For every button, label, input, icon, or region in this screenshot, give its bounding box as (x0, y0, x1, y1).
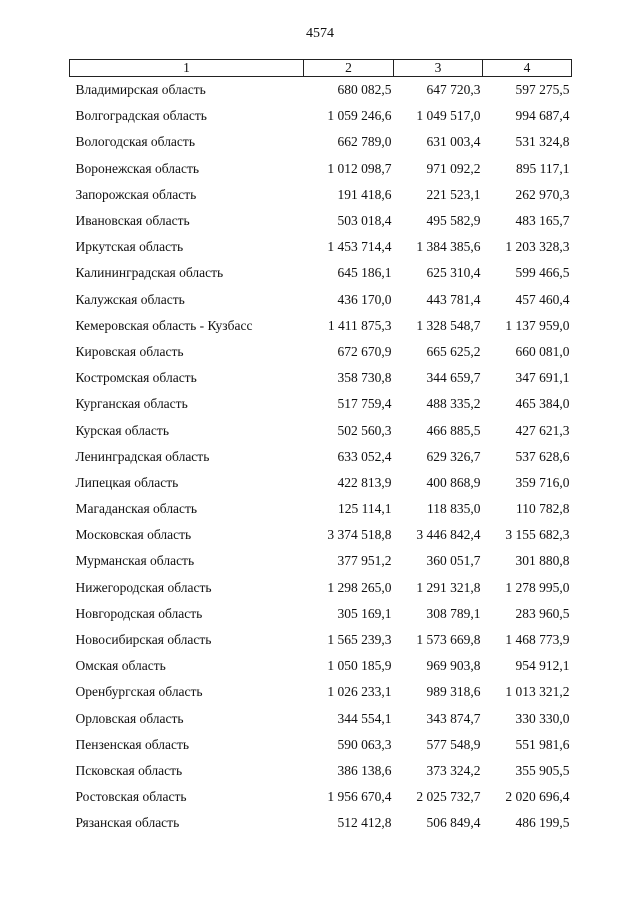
region-name-cell: Калининградская область (75, 265, 224, 281)
value-col2-cell: 1 026 233,1 (327, 684, 392, 700)
region-name-cell: Московская область (75, 527, 192, 543)
table-row (70, 182, 572, 208)
region-name-cell: Кировская область (75, 343, 184, 359)
table-row (70, 103, 572, 129)
value-col4-cell: 301 880,8 (515, 553, 570, 569)
region-name-cell: Пензенская область (75, 736, 189, 752)
value-col3-cell: 3 446 842,4 (416, 527, 481, 543)
value-col2-cell: 1 411 875,3 (327, 317, 392, 333)
table-row (70, 444, 572, 470)
value-col4-cell: 359 716,0 (515, 474, 570, 490)
table-row (70, 208, 572, 234)
value-col4-cell: 110 782,8 (516, 501, 570, 517)
region-name-cell: Вологодская область (75, 134, 195, 150)
column-header-3: 3 (394, 60, 483, 77)
value-col4-cell: 3 155 682,3 (505, 527, 570, 543)
value-col2-cell: 125 114,1 (338, 501, 392, 517)
column-header-2: 2 (304, 60, 394, 77)
value-col3-cell: 400 868,9 (426, 474, 481, 490)
value-col3-cell: 577 548,9 (426, 736, 481, 752)
value-col4-cell: 457 460,4 (515, 291, 570, 307)
region-name-cell: Псковская область (75, 762, 183, 778)
table-row (70, 77, 572, 104)
value-col3-cell: 118 835,0 (427, 501, 481, 517)
region-name-cell: Ленинградская область (75, 448, 210, 464)
table-row (70, 391, 572, 417)
value-col2-cell: 1 453 714,4 (327, 239, 392, 255)
table-row (70, 365, 572, 391)
value-col2-cell: 191 418,6 (337, 186, 392, 202)
region-name-cell: Ивановская область (75, 213, 190, 229)
value-col4-cell: 427 621,3 (515, 422, 570, 438)
value-col4-cell: 1 013 321,2 (505, 684, 570, 700)
value-col3-cell: 629 326,7 (426, 448, 481, 464)
value-col4-cell: 262 970,3 (515, 186, 570, 202)
region-name-cell: Костромская область (75, 370, 197, 386)
table-row (70, 234, 572, 260)
value-col4-cell: 895 117,1 (516, 160, 570, 176)
region-name-cell: Омская область (75, 658, 166, 674)
value-col2-cell: 344 554,1 (337, 710, 392, 726)
table-row (70, 601, 572, 627)
value-col4-cell: 355 905,5 (515, 762, 570, 778)
value-col3-cell: 1 049 517,0 (416, 108, 481, 124)
value-col2-cell: 662 789,0 (337, 134, 392, 150)
value-col2-cell: 386 138,6 (337, 762, 392, 778)
value-col2-cell: 680 082,5 (337, 82, 392, 98)
table-row (70, 260, 572, 286)
region-name-cell: Калужская область (75, 291, 185, 307)
value-col3-cell: 1 291 321,8 (416, 579, 481, 595)
value-col3-cell: 343 874,7 (426, 710, 481, 726)
region-name-cell: Магаданская область (75, 501, 198, 517)
data-table (69, 59, 572, 836)
table-row (70, 758, 572, 784)
value-col3-cell: 969 903,8 (426, 658, 481, 674)
value-col3-cell: 631 003,4 (426, 134, 481, 150)
value-col4-cell: 660 081,0 (515, 343, 570, 359)
value-col2-cell: 503 018,4 (337, 213, 392, 229)
value-col4-cell: 330 330,0 (515, 710, 570, 726)
value-col4-cell: 994 687,4 (515, 108, 570, 124)
value-col3-cell: 360 051,7 (426, 553, 481, 569)
value-col2-cell: 502 560,3 (337, 422, 392, 438)
region-name-cell: Иркутская область (75, 239, 184, 255)
value-col2-cell: 436 170,0 (337, 291, 392, 307)
region-name-cell: Новосибирская область (75, 632, 212, 648)
value-col4-cell: 1 137 959,0 (505, 317, 570, 333)
value-col4-cell: 1 203 328,3 (505, 239, 570, 255)
table-row (70, 417, 572, 443)
value-col2-cell: 377 951,2 (337, 553, 392, 569)
value-col4-cell: 551 981,6 (515, 736, 570, 752)
region-name-cell: Липецкая область (75, 474, 179, 490)
table-row (70, 732, 572, 758)
value-col3-cell: 495 582,9 (426, 213, 481, 229)
table-row (70, 287, 572, 313)
region-name-cell: Орловская область (75, 710, 184, 726)
value-col2-cell: 633 052,4 (337, 448, 392, 464)
value-col3-cell: 1 328 548,7 (416, 317, 481, 333)
value-col2-cell: 672 670,9 (337, 343, 392, 359)
value-col3-cell: 1 384 385,6 (416, 239, 481, 255)
value-col2-cell: 1 565 239,3 (327, 632, 392, 648)
region-name-cell: Владимирская область (75, 82, 206, 98)
region-name-cell: Курская область (75, 422, 169, 438)
region-name-cell: Нижегородская область (75, 579, 212, 595)
value-col2-cell: 512 412,8 (337, 815, 392, 831)
value-col2-cell: 1 298 265,0 (327, 579, 392, 595)
table-row (70, 339, 572, 365)
value-col3-cell: 344 659,7 (426, 370, 481, 386)
table-row (70, 470, 572, 496)
value-col2-cell: 1 012 098,7 (327, 160, 392, 176)
value-col4-cell: 1 468 773,9 (505, 632, 570, 648)
header-row (70, 60, 572, 77)
region-name-cell: Оренбургская область (75, 684, 203, 700)
table-row (70, 548, 572, 574)
value-col3-cell: 443 781,4 (426, 291, 481, 307)
column-header-4: 4 (483, 60, 572, 77)
value-col3-cell: 373 324,2 (426, 762, 481, 778)
region-name-cell: Новгородская область (75, 605, 203, 621)
value-col2-cell: 358 730,8 (337, 370, 392, 386)
value-col4-cell: 597 275,5 (515, 82, 570, 98)
table-row (70, 522, 572, 548)
table-row (70, 156, 572, 182)
value-col3-cell: 488 335,2 (426, 396, 481, 412)
table-row (70, 653, 572, 679)
page-number: 4574 (306, 26, 334, 41)
value-col4-cell: 483 165,7 (515, 213, 570, 229)
value-col3-cell: 971 092,2 (426, 160, 481, 176)
value-col3-cell: 625 310,4 (426, 265, 481, 281)
region-name-cell: Ростовская область (75, 789, 187, 805)
region-name-cell: Волгоградская область (75, 108, 207, 124)
region-name-cell: Запорожская область (75, 186, 197, 202)
value-col2-cell: 3 374 518,8 (327, 527, 392, 543)
value-col2-cell: 422 813,9 (337, 474, 392, 490)
region-name-cell: Рязанская область (75, 815, 180, 831)
value-col4-cell: 531 324,8 (515, 134, 570, 150)
value-col4-cell: 2 020 696,4 (505, 789, 570, 805)
table-row (70, 129, 572, 155)
value-col2-cell: 590 063,3 (337, 736, 392, 752)
value-col2-cell: 645 186,1 (337, 265, 392, 281)
region-name-cell: Кемеровская область - Кузбасс (75, 317, 253, 333)
value-col4-cell: 954 912,1 (515, 658, 570, 674)
table-body (70, 77, 572, 837)
table-row (70, 313, 572, 339)
table-row (70, 679, 572, 705)
value-col3-cell: 1 573 669,8 (416, 632, 481, 648)
value-col2-cell: 1 059 246,6 (327, 108, 392, 124)
value-col3-cell: 506 849,4 (426, 815, 481, 831)
value-col3-cell: 2 025 732,7 (416, 789, 481, 805)
value-col3-cell: 308 789,1 (426, 605, 481, 621)
value-col4-cell: 1 278 995,0 (505, 579, 570, 595)
value-col2-cell: 305 169,1 (337, 605, 392, 621)
value-col3-cell: 466 885,5 (426, 422, 481, 438)
value-col4-cell: 465 384,0 (515, 396, 570, 412)
value-col3-cell: 647 720,3 (426, 82, 481, 98)
value-col4-cell: 283 960,5 (515, 605, 570, 621)
value-col3-cell: 989 318,6 (426, 684, 481, 700)
table-row (70, 627, 572, 653)
value-col2-cell: 517 759,4 (337, 396, 392, 412)
table-row (70, 575, 572, 601)
value-col2-cell: 1 956 670,4 (327, 789, 392, 805)
region-name-cell: Курганская область (75, 396, 188, 412)
table-row (70, 706, 572, 732)
table-row (70, 496, 572, 522)
value-col2-cell: 1 050 185,9 (327, 658, 392, 674)
value-col3-cell: 221 523,1 (426, 186, 481, 202)
table-header (70, 60, 572, 77)
value-col4-cell: 537 628,6 (515, 448, 570, 464)
region-name-cell: Воронежская область (75, 160, 200, 176)
value-col4-cell: 486 199,5 (515, 815, 570, 831)
column-header-1: 1 (70, 60, 304, 77)
value-col3-cell: 665 625,2 (426, 343, 481, 359)
table-row (70, 810, 572, 836)
value-col4-cell: 347 691,1 (515, 370, 570, 386)
value-col4-cell: 599 466,5 (515, 265, 570, 281)
table-row (70, 784, 572, 810)
region-name-cell: Мурманская область (75, 553, 195, 569)
